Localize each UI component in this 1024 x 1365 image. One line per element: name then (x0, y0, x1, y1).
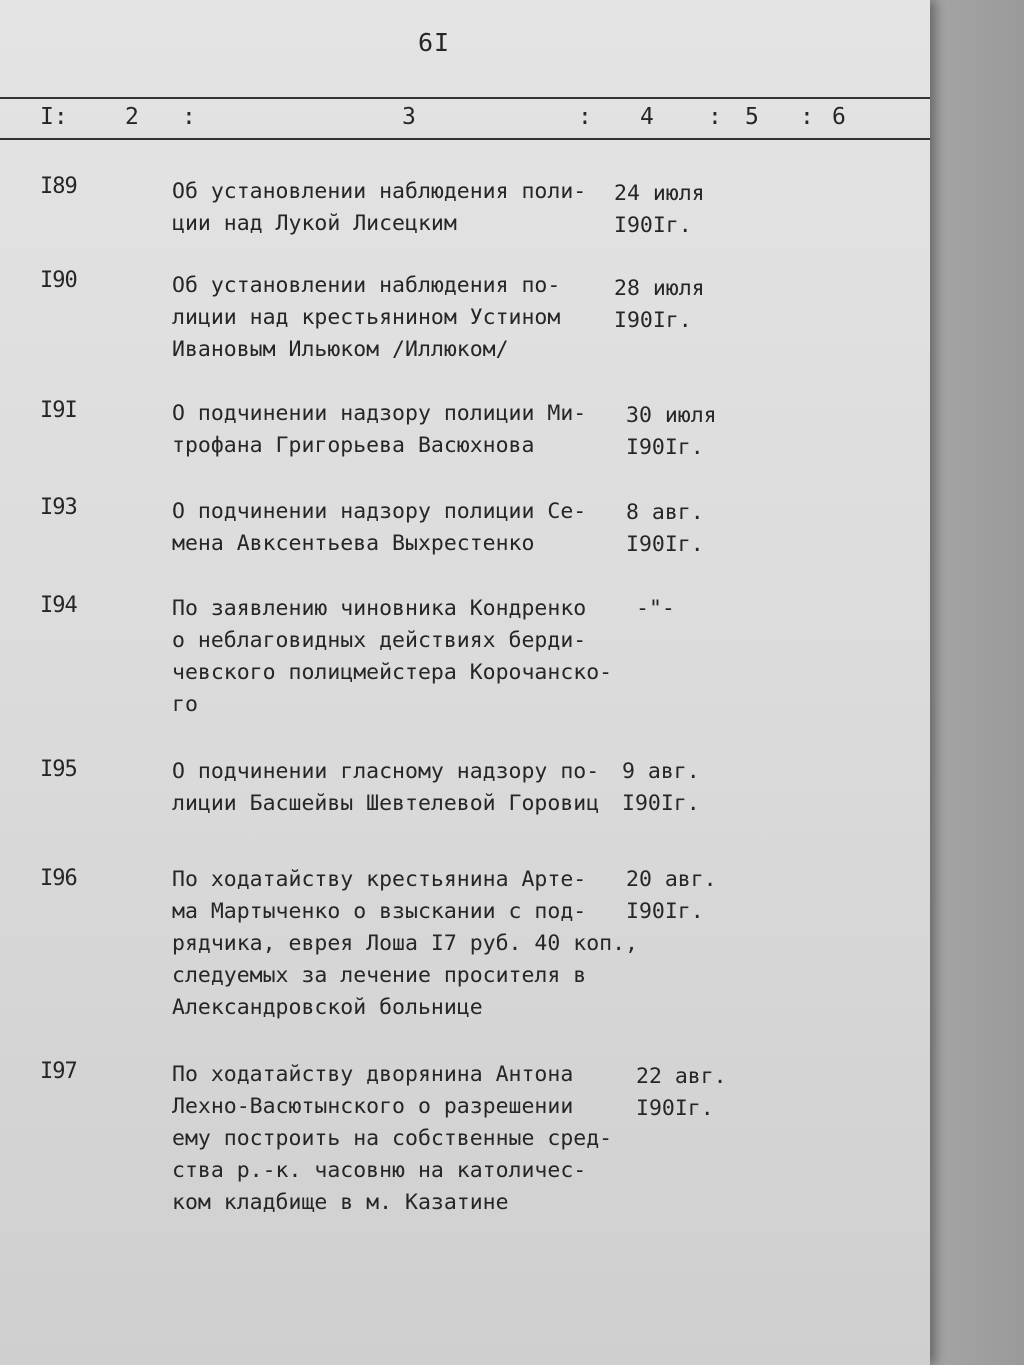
entry-date-line: 9 авг. (622, 759, 700, 784)
entry-text-line: ему построить на собственные сред- (172, 1126, 613, 1151)
column-separator: : (578, 104, 592, 130)
entry-number: I9I (40, 398, 77, 423)
entry-text-line: рядчика, еврея Лоша I7 руб. 40 коп., (172, 931, 638, 956)
entry-date-line: 24 июля (614, 181, 705, 206)
entry-text-line: По заявлению чиновника Кондренко (172, 596, 587, 621)
column-header-1: I: (40, 104, 68, 130)
entry-date-line: 30 июля (626, 403, 717, 428)
entry-text-line: Об установлении наблюдения по- (172, 273, 561, 298)
entry-text-line: лиции Басшейвы Шевтелевой Горовиц (172, 791, 600, 816)
entry-date-line: I90Iг. (622, 791, 700, 816)
entry-date-line: I90Iг. (626, 899, 704, 924)
entry-text-line: О подчинении надзору полиции Се- (172, 499, 587, 524)
entry-description (172, 398, 632, 462)
column-header-6: 6 (832, 104, 846, 130)
entry-date-line: I90Iг. (626, 435, 704, 460)
entry-text-line: го (172, 692, 198, 717)
column-header-3: 3 (402, 104, 416, 130)
entry-description (172, 176, 632, 240)
entry-description (172, 270, 632, 366)
entry-text-line: чевского полицмейстера Корочанско- (172, 660, 613, 685)
entry-date (636, 593, 766, 625)
entry-description (172, 1059, 632, 1219)
entry-text-line: Об установлении наблюдения поли- (172, 179, 587, 204)
entry-number: I96 (40, 866, 77, 891)
column-header-4: 4 (640, 104, 654, 130)
entry-date-line: 22 авг. (636, 1064, 727, 1089)
entry-number: I97 (40, 1059, 77, 1084)
entry-text-line: По ходатайству дворянина Антона (172, 1062, 574, 1087)
entry-text-line: мена Авксентьева Выхрестенко (172, 531, 535, 556)
entry-text-line: Лехно-Васютынского о разрешении (172, 1094, 574, 1119)
entry-text-line: ма Мартыченко о взыскании с под- (172, 899, 587, 924)
entry-description (172, 756, 632, 820)
entry-description (172, 496, 632, 560)
entry-text-line: ком кладбище в м. Казатине (172, 1190, 509, 1215)
entry-date-line: -"- (636, 596, 675, 621)
entry-date (614, 178, 744, 242)
header-rule-bottom (0, 138, 930, 140)
entry-number: I89 (40, 174, 77, 199)
entry-text-line: Александровской больнице (172, 995, 483, 1020)
entry-date (626, 497, 756, 561)
entry-number: I90 (40, 268, 77, 293)
entry-text-line: следуемых за лечение просителя в (172, 963, 587, 988)
column-separator: : (708, 104, 722, 130)
entry-date-line: I90Iг. (614, 213, 692, 238)
entry-date-line: I90Iг. (626, 532, 704, 557)
entry-description (172, 593, 632, 721)
entry-text-line: лиции над крестьянином Устином (172, 305, 561, 330)
entry-number: I94 (40, 593, 77, 618)
column-separator: : (182, 104, 196, 130)
entry-date (614, 273, 744, 337)
entry-number: I93 (40, 495, 77, 520)
entry-text-line: По ходатайству крестьянина Арте- (172, 867, 587, 892)
entry-date-line: I90Iг. (614, 308, 692, 333)
page-number: 6I (418, 28, 451, 57)
column-header-5: 5 (745, 104, 759, 130)
entry-description (172, 864, 652, 1024)
entry-date-line: 20 авг. (626, 867, 717, 892)
entry-date (626, 864, 756, 928)
entry-text-line: ства р.-к. часовню на католичес- (172, 1158, 587, 1183)
entry-date (626, 400, 756, 464)
entry-text-line: ции над Лукой Лисецким (172, 211, 457, 236)
entry-text-line: о неблаговидных действиях берди- (172, 628, 587, 653)
entry-text-line: Ивановым Ильюком /Иллюком/ (172, 337, 509, 362)
entry-number: I95 (40, 757, 77, 782)
entry-text-line: О подчинении надзору полиции Ми- (172, 401, 587, 426)
entry-text-line: трофана Григорьева Васюхнова (172, 433, 535, 458)
entry-date (622, 756, 752, 820)
entry-date (636, 1061, 766, 1125)
column-separator: : (800, 104, 814, 130)
entry-date-line: 28 июля (614, 276, 705, 301)
column-header-2: 2 (125, 104, 139, 130)
entry-date-line: 8 авг. (626, 500, 704, 525)
entry-text-line: О подчинении гласному надзору по- (172, 759, 600, 784)
header-rule-top (0, 97, 930, 99)
entry-date-line: I90Iг. (636, 1096, 714, 1121)
